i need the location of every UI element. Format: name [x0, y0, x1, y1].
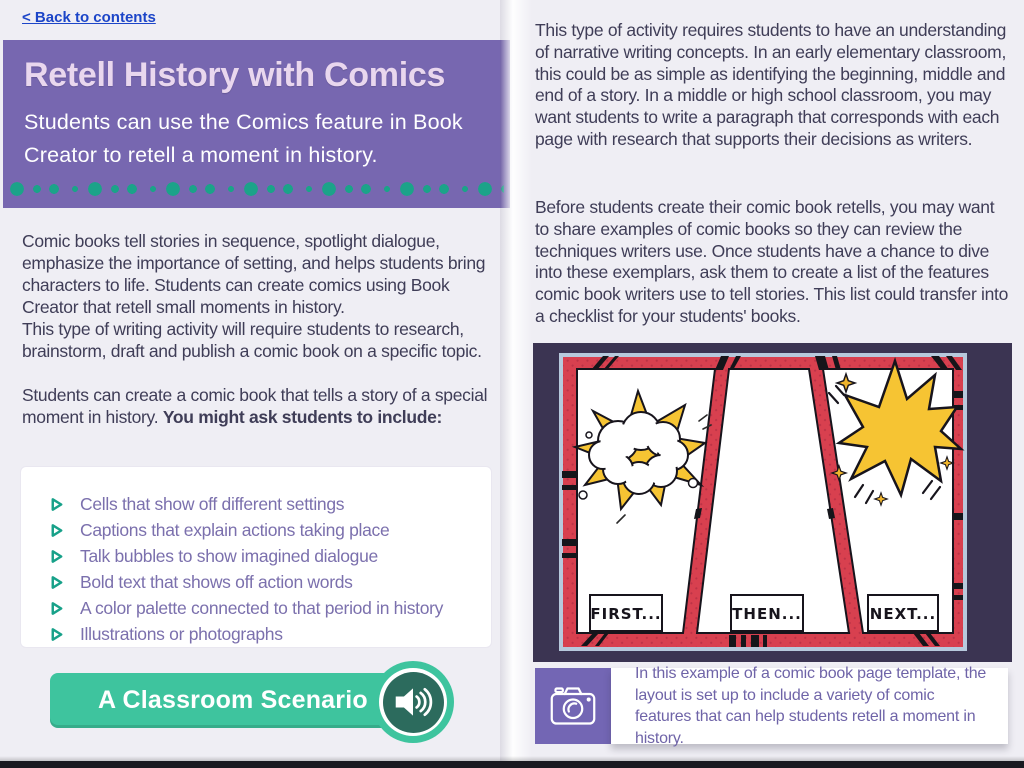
label-then: THEN... [732, 605, 802, 623]
back-to-contents-link[interactable]: < Back to contents [22, 9, 156, 26]
dotted-divider [7, 181, 504, 197]
list-item-label: A color palette connected to that period in history [80, 597, 444, 618]
list-item [49, 517, 491, 543]
play-triangle-icon [49, 523, 64, 538]
paragraph: This type of writing activity will require students to research, brainstorm, draft and publish a comic book on a specific topic. [22, 319, 482, 361]
page-title: Retell History with Comics [24, 56, 446, 94]
play-triangle-icon [49, 497, 64, 512]
list-item [49, 569, 491, 595]
bottom-bar [0, 761, 1024, 768]
feature-list [49, 491, 491, 647]
list-item [49, 621, 491, 647]
play-triangle-icon [49, 575, 64, 590]
play-triangle-icon [49, 601, 64, 616]
classroom-scenario-button[interactable]: A Classroom Scenario [50, 673, 392, 728]
audio-button-face [383, 672, 444, 733]
list-item-label: Bold text that shows off action words [80, 571, 353, 592]
hero-banner [3, 40, 510, 208]
caption-icon-tile [535, 668, 611, 744]
label-first: FIRST... [590, 605, 662, 623]
audio-play-button[interactable] [372, 661, 454, 743]
list-item-label: Captions that explain actions taking place [80, 519, 390, 540]
feature-list-card [20, 466, 492, 648]
list-item [49, 595, 491, 621]
play-triangle-icon [49, 627, 64, 642]
left-body-text [22, 230, 506, 428]
list-item-label: Cells that show off different settings [80, 493, 345, 514]
prompt-bold-text: You might ask students to include: [162, 407, 443, 427]
label-next: NEXT... [869, 605, 937, 623]
paragraph: Comic books tell stories in sequence, spotlight dialogue, emphasize the importance of setting, and helps students bring characters to life. Students can create comics using Book Creator that retell small moments in history. [22, 231, 486, 317]
image-caption-text: In this example of a comic book page template, the layout is set up to include a variety of comic features that can help students retell a moment in history. [635, 665, 987, 747]
list-item-label: Talk bubbles to show imagined dialogue [80, 545, 378, 566]
camera-icon [547, 682, 599, 730]
list-item [49, 543, 491, 569]
speaker-icon [393, 685, 433, 719]
list-item-label: Illustrations or photographs [80, 623, 283, 644]
comic-template-image [533, 343, 1012, 662]
play-triangle-icon [49, 549, 64, 564]
audio-button-ring [379, 668, 447, 736]
list-item [49, 491, 491, 517]
right-paragraph-2: Before students create their comic book retells, you may want to share examples of comic books so they can review the techniques writers use. Once students have a chance to dive into these exemplars, ask them to create a list of the features comic book writers use to tell stories. This list could transfer into a checklist for your students' books. [535, 197, 1009, 326]
page-subtitle: Students can use the Comics feature in Book Creator to retell a moment in history. [24, 110, 463, 167]
right-paragraph-1: This type of activity requires students to have an understanding of narrative writing concepts. In an early elementary classroom, this could be as simple as identifying the beginning, middle and end of a story. In a middle or high school classroom, you may want students to write a paragraph that corresponds with each page with research that supports their decisions as writers. [535, 20, 1007, 149]
paragraph: Students can create a comic book that tells a story of a special moment in history. You might ask students to include: [22, 385, 488, 427]
image-caption-card [611, 665, 1008, 747]
